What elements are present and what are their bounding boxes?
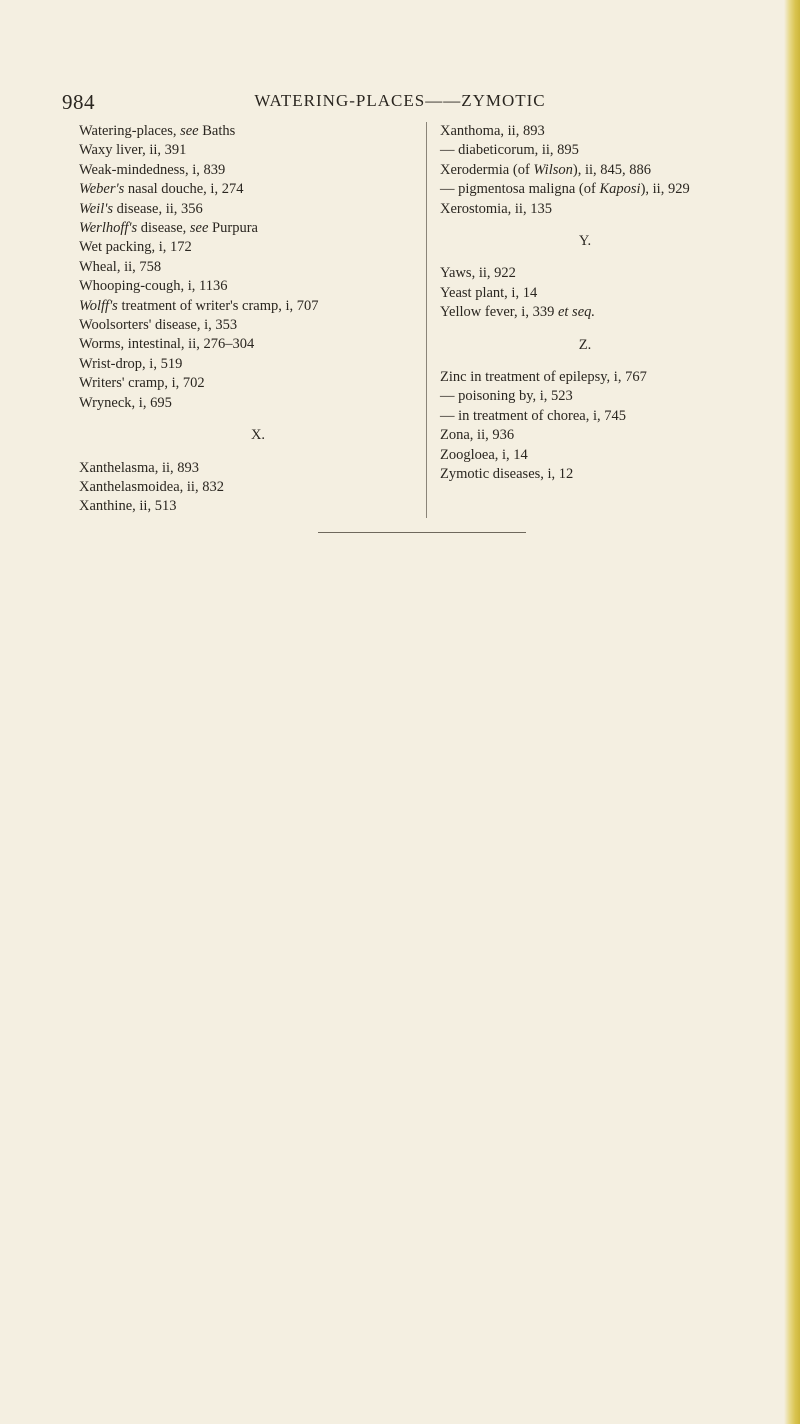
index-entry <box>440 141 780 160</box>
page-number: 984 <box>62 90 95 114</box>
index-entry <box>440 446 780 465</box>
entry-text: Wrist-drop, i, 519 <box>79 355 183 372</box>
section-letter-y: Y. <box>578 233 592 250</box>
entry-italic-text: Wolff's <box>79 297 118 314</box>
entry-text: — in treatment of chorea, i, 745 <box>440 407 627 424</box>
index-entry <box>79 219 419 238</box>
index-entry <box>79 497 419 516</box>
entry-text: Wet packing, i, 172 <box>79 239 192 256</box>
index-entry <box>440 387 780 406</box>
index-entry <box>79 122 419 141</box>
entry-text: Xanthelasma, ii, 893 <box>79 459 200 476</box>
entry-text: Xanthelasmoidea, ii, 832 <box>79 478 224 495</box>
index-entry <box>79 141 419 160</box>
index-entry <box>440 368 780 387</box>
index-entry <box>79 335 419 354</box>
left-column <box>79 122 419 517</box>
entry-text: disease, <box>137 220 190 237</box>
index-entry <box>79 459 419 478</box>
x-entries <box>79 459 419 517</box>
entry-text: Xanthoma, ii, 893 <box>440 123 545 139</box>
entry-text: Purpura <box>208 220 258 237</box>
entry-text: disease, ii, 356 <box>112 200 203 217</box>
index-entry <box>440 180 780 199</box>
entry-text: — pigmentosa maligna (of <box>440 181 600 198</box>
w-entries <box>79 122 419 413</box>
entry-text: ), ii, 929 <box>640 181 690 198</box>
entry-text: Xanthine, ii, 513 <box>79 498 177 515</box>
index-entry <box>440 284 780 303</box>
index-entry <box>79 355 419 374</box>
index-entry <box>79 277 419 296</box>
section-letter-x: X. <box>250 427 266 444</box>
entry-text: — diabeticorum, ii, 895 <box>440 142 579 159</box>
entry-text: Weak-mindedness, i, 839 <box>79 161 226 178</box>
index-entry <box>79 238 419 257</box>
entry-text: Xerostomia, ii, 135 <box>440 200 552 217</box>
entry-text: — poisoning by, i, 523 <box>440 388 573 405</box>
end-rule <box>318 532 526 533</box>
index-entry <box>79 161 419 180</box>
index-entry <box>440 161 780 180</box>
right-column <box>440 122 780 485</box>
x-continued-entries <box>440 122 780 219</box>
entry-text: Whooping-cough, i, 1136 <box>79 278 228 295</box>
entry-text: Worms, intestinal, ii, 276–304 <box>79 336 255 353</box>
index-entry <box>440 303 780 322</box>
section-letter-z: Z. <box>578 336 592 353</box>
page-edge <box>784 0 800 1424</box>
index-entry <box>79 180 419 199</box>
index-entry <box>79 200 419 219</box>
entry-text: Wheal, ii, 758 <box>79 258 162 275</box>
entry-italic-text: Weil's <box>79 200 113 217</box>
entry-text: Xerodermia (of <box>440 161 534 178</box>
entry-text: Yaws, ii, 922 <box>440 265 516 282</box>
entry-text: Zymotic diseases, i, 12 <box>440 466 574 483</box>
index-entry <box>79 297 419 316</box>
index-entry <box>440 407 780 426</box>
entry-text: Yellow fever, i, 339 <box>440 304 558 321</box>
index-entry <box>440 122 780 141</box>
y-entries <box>440 264 780 322</box>
index-entry <box>79 374 419 393</box>
entry-text: nasal douche, i, 274 <box>124 181 244 198</box>
entry-text: Yeast plant, i, 14 <box>440 284 538 301</box>
entry-text: Zinc in treatment of epilepsy, i, 767 <box>440 369 647 386</box>
entry-text: Baths <box>198 123 236 139</box>
index-entry <box>440 426 780 445</box>
page-header <box>0 90 800 114</box>
index-entry <box>79 394 419 413</box>
index-entry <box>79 478 419 497</box>
z-entries <box>440 368 780 484</box>
entry-text: Wryneck, i, 695 <box>79 394 172 411</box>
entry-text: Writers' cramp, i, 702 <box>79 375 205 392</box>
index-entry <box>440 465 780 484</box>
entry-text: Woolsorters' disease, i, 353 <box>79 317 238 334</box>
running-head: WATERING-PLACES——ZYMOTIC <box>254 91 546 110</box>
index-entry <box>440 200 780 219</box>
entry-text: Zona, ii, 936 <box>440 427 515 444</box>
entry-text: Zoogloea, i, 14 <box>440 446 528 463</box>
index-entry <box>440 264 780 283</box>
entry-italic-text: Wilson <box>533 161 573 178</box>
column-divider <box>426 122 427 518</box>
entry-italic-text: et seq. <box>557 304 596 321</box>
entry-italic-text: Werlhoff's <box>79 220 138 237</box>
index-entry <box>79 316 419 335</box>
entry-text: treatment of writer's cramp, i, 707 <box>117 297 319 314</box>
entry-text: Watering-places, <box>79 123 181 139</box>
entry-italic-text: Weber's <box>79 181 125 198</box>
entry-text: ), ii, 845, 886 <box>572 161 652 178</box>
entry-text: Waxy liver, ii, 391 <box>79 142 187 159</box>
entry-italic-text: see <box>189 220 209 237</box>
entry-italic-text: see <box>180 123 199 139</box>
entry-italic-text: Kaposi <box>599 181 641 198</box>
index-entry <box>79 258 419 277</box>
